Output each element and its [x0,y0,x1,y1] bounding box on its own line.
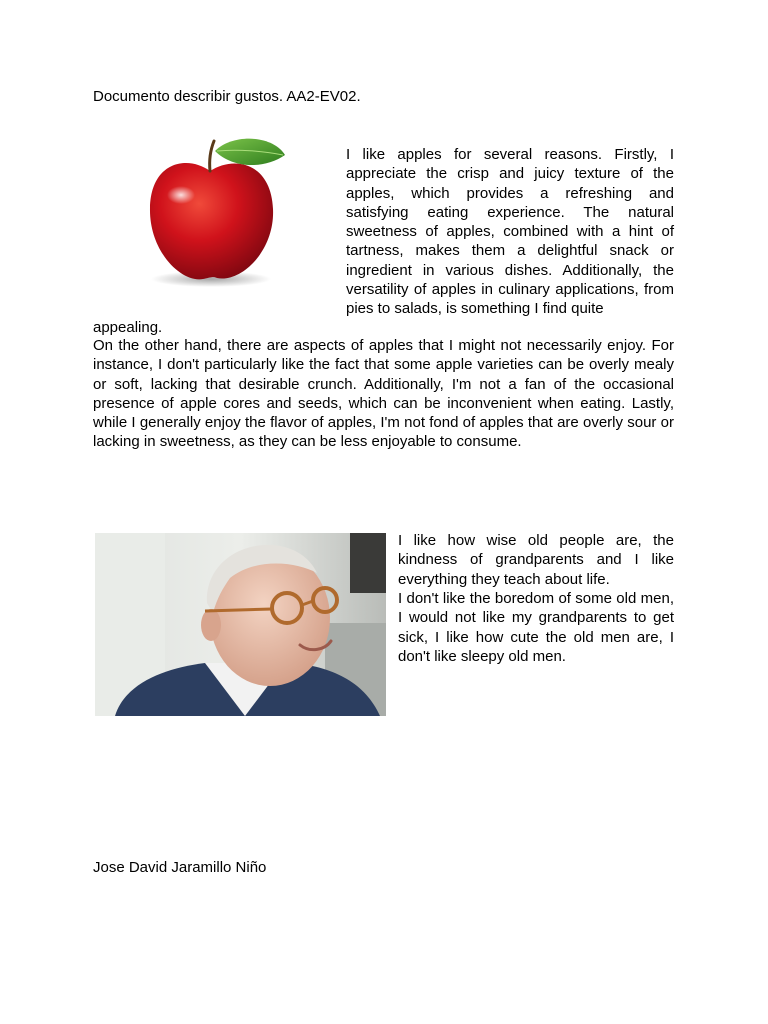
apple-paragraph-continuation: appealing. [93,319,163,336]
apple-paragraph-likes: I like apples for several reasons. Firstly, I appreciate the crisp and juicy texture of the apples, which provides a refreshing and satisfying eating experience. The natural sweetness of apples, combined with a hint of tartness, makes them a delightful snack or ingredient in various dishes. Additionally, the versatility of apples in culinary applications, from pies to salads, is something I find quite [346,146,674,318]
elderly-man-photo [95,533,386,716]
document-title: Documento describir gustos. AA2-EV02. [93,88,361,105]
elderly-paragraph-likes: I like how wise old people are, the kindness of grandparents and I like everything they teach about life. [398,532,674,588]
apple-image [93,133,293,293]
apple-paragraph-dislikes: On the other hand, there are aspects of apples that I might not necessarily enjoy. For instance, I don't particularly like the fact that some apple varieties can be overly mealy or soft, lacking that desirable crunch. Additionally, I'm not a fan of the occasional presence of apple cores and seeds, which can be inconvenient when eating. Lastly, while I generally enjoy the flavor of apples, I'm not fond of apples that are overly sour or lacking in sweetness, as they can be less enjoyable to consume. [93,337,674,451]
elderly-paragraph-dislikes: I don't like the boredom of some old men, I would not like my grandparents to get sick, I like how cute the old men are, I don't like sleepy old men. [398,590,674,665]
author-name: Jose David Jaramillo Niño [93,859,267,876]
